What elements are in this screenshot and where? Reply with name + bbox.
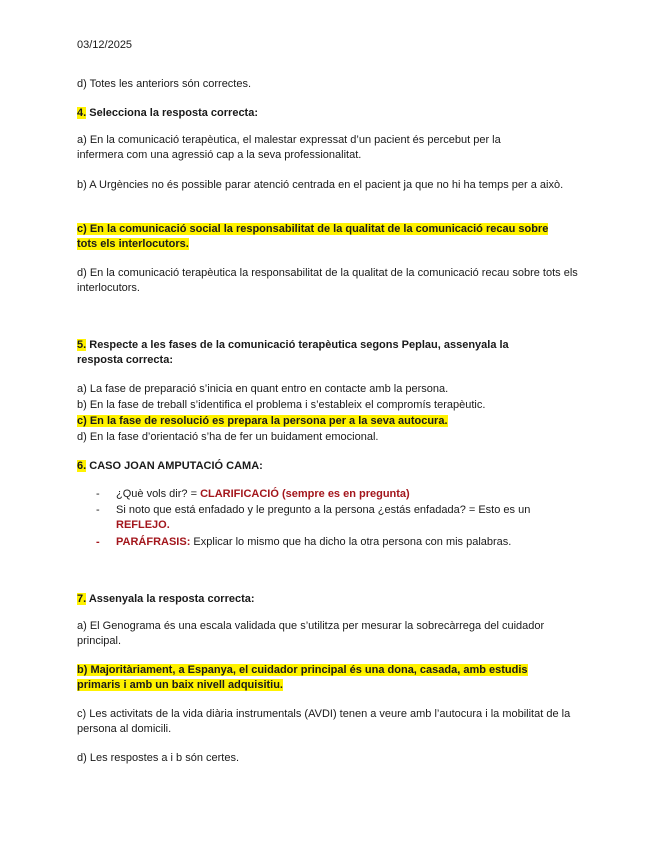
q7-title: Assenyala la resposta correcta: bbox=[88, 593, 255, 605]
q4-option-a: a) En la comunicació terapèutica, el malestar expressat d’un pacient és percebut per la infermera com una agressió cap a la seva professionalitat. bbox=[77, 134, 501, 161]
q7-heading bbox=[77, 592, 255, 606]
q4-option-c-text: c) En la comunicació social la responsabilitat de la qualitat de la comunicació recau sobre tots els interlocutors. bbox=[77, 223, 549, 250]
q4-title: Selecciona la resposta correcta: bbox=[89, 107, 258, 119]
q5-option-d: d) En la fase d’orientació s’ha de fer un buidament emocional. bbox=[77, 431, 379, 443]
q4-number: 4. bbox=[77, 107, 87, 119]
q6-bullet-3-text: Explicar lo mismo que ha dicho la otra persona con mis palabras. bbox=[190, 536, 512, 548]
document-date: 03/12/2025 bbox=[77, 39, 133, 51]
q6-bullet-1-term: CLARIFICACIÓ (sempre es en pregunta) bbox=[200, 488, 410, 500]
q5-option-c bbox=[77, 414, 448, 428]
q5-title: Respecte a les fases de la comunicació terapèutica segons Peplau, assenyala la resposta correcta: bbox=[77, 339, 509, 366]
q4-heading bbox=[77, 106, 258, 120]
q6-number: 6. bbox=[77, 460, 87, 472]
q6-bullet-2-text: Si noto que está enfadado y le pregunto a la persona ¿estás enfadada? = Esto es un bbox=[116, 504, 531, 516]
q6-bullet-2-dash: - bbox=[96, 504, 100, 516]
q6-bullet-2 bbox=[116, 503, 576, 533]
q7-option-d: d) Les respostes a i b són certes. bbox=[77, 752, 240, 764]
q4-option-d: d) En la comunicació terapèutica la responsabilitat de la qualitat de la comunicació recau sobre tots els interlocutors. bbox=[77, 267, 578, 294]
q6-heading bbox=[77, 459, 263, 473]
q7-option-c: c) Les activitats de la vida diària instrumentals (AVDI) tenen a veure amb l’autocura i la mobilitat de la persona al domicili. bbox=[77, 708, 571, 735]
q7-option-a: a) El Genograma és una escala validada que s’utilitza per mesurar la sobrecàrrega del cuidador principal. bbox=[77, 620, 545, 647]
q5-option-a: a) La fase de preparació s’inicia en quant entro en contacte amb la persona. bbox=[77, 383, 449, 395]
q6-bullet-3-term: PARÁFRASIS: bbox=[116, 536, 191, 548]
q5-heading bbox=[77, 338, 557, 368]
q6-bullet-1-text: ¿Què vols dir? = bbox=[116, 488, 201, 500]
q7-number: 7. bbox=[77, 593, 87, 605]
q7-option-b bbox=[77, 663, 567, 693]
q5-option-c-text: c) En la fase de resolució es prepara la persona per a la seva autocura. bbox=[77, 415, 448, 427]
q6-bullet-1 bbox=[116, 487, 586, 502]
q6-bullet-2-term: REFLEJO. bbox=[116, 519, 170, 531]
q6-title: CASO JOAN AMPUTACIÓ CAMA: bbox=[89, 460, 263, 472]
q6-bullet-3-dash: - bbox=[96, 536, 100, 548]
q6-bullet-1-dash: - bbox=[96, 488, 100, 500]
q3-option-d: d) Totes les anteriors són correctes. bbox=[77, 78, 252, 90]
q4-option-b: b) A Urgències no és possible parar atenció centrada en el pacient ja que no hi ha temps per a això. bbox=[77, 179, 564, 191]
q5-option-b: b) En la fase de treball s’identifica el problema i s’estableix el compromís terapèutic. bbox=[77, 399, 486, 411]
q5-number: 5. bbox=[77, 339, 87, 351]
q4-option-c bbox=[77, 222, 557, 252]
q6-bullet-3 bbox=[116, 535, 586, 550]
q7-option-b-text: b) Majoritàriament, a Espanya, el cuidador principal és una dona, casada, amb estudis primaris i amb un baix nivell adquisitiu. bbox=[77, 664, 528, 691]
